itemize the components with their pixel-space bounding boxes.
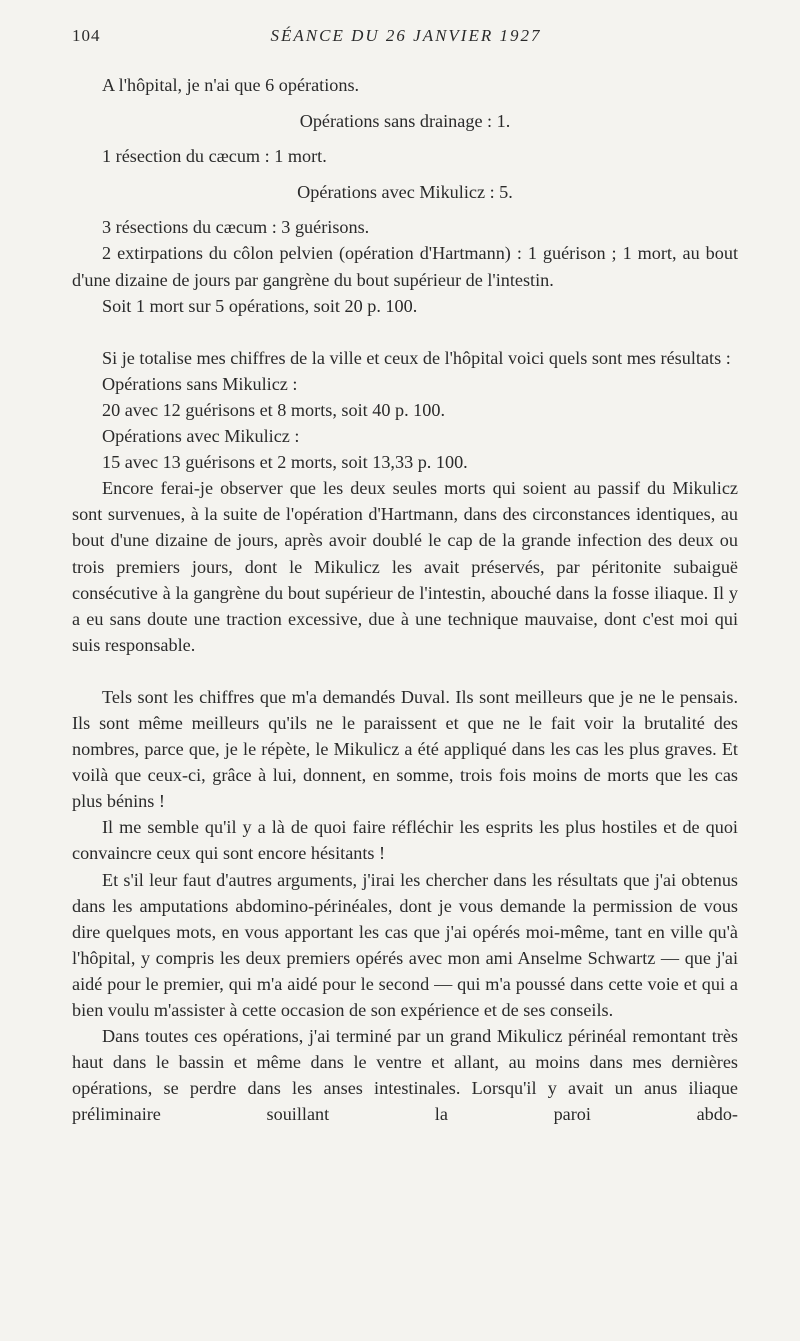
paragraph: Opérations sans Mikulicz : xyxy=(102,373,298,394)
paragraph: 2 extirpations du côlon pelvien (opération d'Hartmann) : 1 guérison ; 1 mort, au bout d'une dizaine de jours par gangrène du bout supérieur de l'intestin. xyxy=(72,243,738,290)
spacer xyxy=(72,658,738,684)
body-text xyxy=(72,72,738,1127)
paragraph: A l'hôpital, je n'ai que 6 opérations. xyxy=(102,75,360,95)
paragraph: Il me semble qu'il y a là de quoi faire réfléchir les esprits les plus hostiles et de quoi convaincre ceux qui sont encore hésitants ! xyxy=(72,817,738,864)
paragraph: Et s'il leur faut d'autres arguments, j'irai les chercher dans les résultats que j'ai obtenus dans les amputations abdomino-périnéales, dont je vous demande la permission de vous dire quelques mots, en vous apportant les cas que j'ai opérés moi-même, tant en ville qu'à l'hôpital, y compris les deux premiers opérés avec mon ami Anselme Schwartz — que j'ai aidé pour le premier, qui m'a aidé pour le second — qui m'a poussé dans cette voie et qui a bien voulu m'assister à cette occasion de son expérience et de ses conseils. xyxy=(72,869,738,1020)
paragraph: 3 résections du cæcum : 3 guérisons. xyxy=(102,217,370,238)
running-title: SÉANCE DU 26 JANVIER 1927 xyxy=(270,26,542,45)
page-number: 104 xyxy=(72,26,101,45)
paragraph: 20 avec 12 guérisons et 8 morts, soit 40 p. 100. xyxy=(102,399,445,420)
paragraph: 15 avec 13 guérisons et 2 morts, soit 13,33 p. 100. xyxy=(102,452,468,473)
paragraph: 1 résection du cæcum : 1 mort. xyxy=(102,146,327,167)
paragraph: Tels sont les chiffres que m'a demandés Duval. Ils sont meilleurs que je ne le pensais. Ils sont même meilleurs qu'ils ne le paraissent et que ne le fait voir la brutalité des nombres, parce que, je le répète, le Mikulicz a été appliqué dans les cas les plus graves. Et voilà que ceux-ci, grâce à lui, donnent, en somme, trois fois moins de morts que les cas plus bénins ! xyxy=(72,686,738,812)
section-heading: Opérations avec Mikulicz : 5. xyxy=(297,182,513,203)
spacer xyxy=(72,319,738,345)
paragraph: Opérations avec Mikulicz : xyxy=(102,426,300,447)
running-header xyxy=(72,22,740,52)
section-heading: Opérations sans drainage : 1. xyxy=(299,111,511,132)
paragraph: Soit 1 mort sur 5 opérations, soit 20 p. 100. xyxy=(102,295,418,316)
paragraph: Encore ferai-je observer que les deux seules morts qui soient au passif du Mikulicz sont survenues, à la suite de l'opération d'Hartmann, dans des circonstances identiques, au bout d'une dizaine de jours, après avoir doublé le cap de la grande infection des deux ou trois premiers jours, dont le Mikulicz les avait préservés, par péritonite subaiguë consécutive à la gangrène du bout supérieur de l'intestin, abouché dans la fosse iliaque. Il y a eu sans doute une traction excessive, due à une technique mauvaise, dont c'est moi qui suis responsable. xyxy=(72,478,738,655)
paragraph: Si je totalise mes chiffres de la ville et ceux de l'hôpital voici quels sont mes résultats : xyxy=(102,347,731,368)
paragraph: Dans toutes ces opérations, j'ai terminé par un grand Mikulicz périnéal remontant très haut dans le bassin et même dans le ventre et allant, au moins dans mes dernières opérations, se perdre dans les anses intestinales. Lorsqu'il y avait un anus iliaque préliminaire souillant la paroi abdo- xyxy=(72,1026,738,1125)
